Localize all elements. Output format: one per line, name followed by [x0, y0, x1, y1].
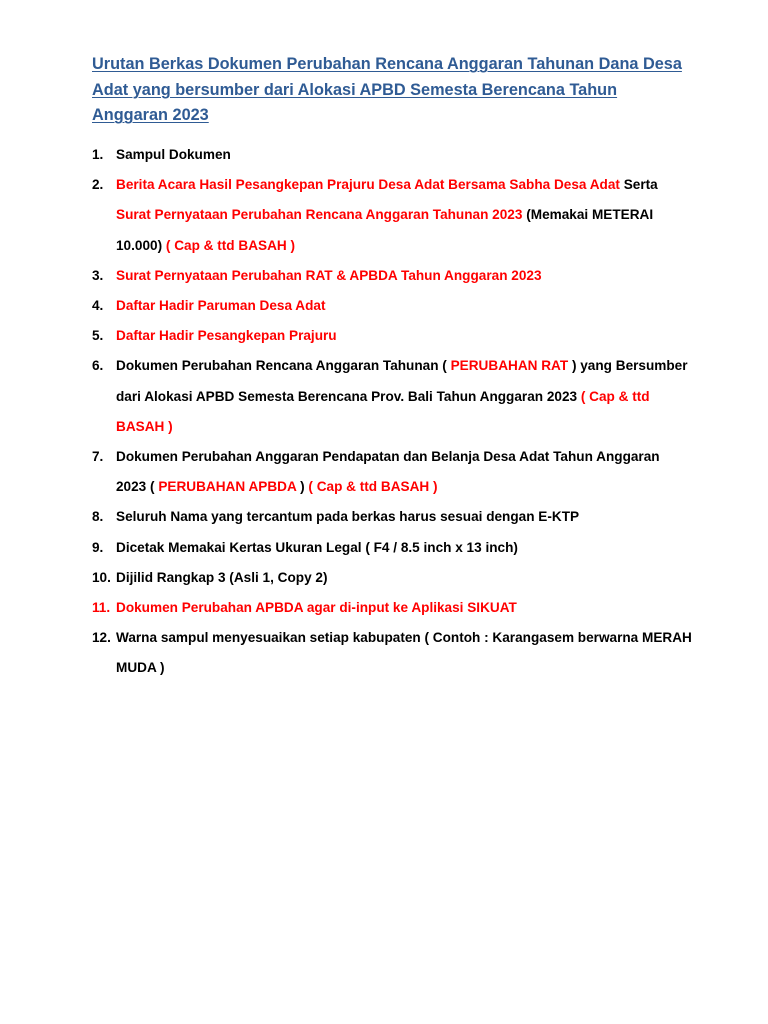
list-item-text: [116, 328, 337, 343]
list-item: [92, 351, 692, 442]
list-item-text: [116, 630, 692, 675]
list-item-text: [116, 570, 328, 585]
highlighted-text: Surat Pernyataan Perubahan Rencana Anggaran Tahunan 2023: [116, 207, 523, 223]
list-item-text: [116, 147, 231, 162]
body-text: ): [296, 479, 309, 495]
body-text: Dokumen Perubahan Rencana Anggaran Tahunan (: [116, 358, 451, 374]
highlighted-text: PERUBAHAN RAT: [450, 358, 569, 374]
list-item-number: 7.: [92, 449, 104, 465]
list-item-text: [116, 268, 542, 283]
highlighted-text: Daftar Hadir Paruman Desa Adat: [116, 298, 326, 314]
list-item-number: 4.: [92, 298, 104, 314]
list-item: [92, 261, 692, 291]
highlighted-text: ( Cap & ttd BASAH ): [165, 237, 296, 253]
highlighted-text: Dokumen Perubahan APBDA agar di-input ke Aplikasi SIKUAT: [116, 600, 517, 616]
list-item-text: [116, 298, 326, 313]
list-item: [92, 140, 692, 170]
list-item: [92, 533, 692, 563]
list-item-number: 9.: [92, 539, 104, 555]
list-item: [92, 291, 692, 321]
list-item-text: [116, 509, 579, 524]
list-item-text: [116, 177, 658, 252]
highlighted-text: PERUBAHAN APBDA: [158, 479, 297, 495]
highlighted-text: Daftar Hadir Pesangkepan Prajuru: [116, 328, 337, 344]
list-item-number: 5.: [92, 328, 104, 344]
list-item-number: 6.: [92, 358, 104, 374]
highlighted-text: Berita Acara Hasil Pesangkepan Prajuru Desa Adat Bersama Sabha Desa Adat: [116, 177, 620, 193]
list-item: [92, 442, 692, 502]
body-text: ) yang Bersumber dari Alokasi APBD Semesta Berencana Prov. Bali Tahun Anggaran 2023: [116, 358, 688, 404]
body-text: Serta: [619, 177, 658, 193]
list-item: [92, 502, 692, 532]
list-item-number: 3.: [92, 267, 104, 283]
list-item: [92, 563, 692, 593]
list-item-text: [116, 358, 688, 433]
highlighted-text: ( Cap & ttd BASAH ): [116, 388, 650, 434]
list-item-number: 10.: [92, 569, 111, 585]
list-item-number: 12.: [92, 630, 111, 646]
list-item-text: [116, 540, 518, 555]
highlighted-text: Surat Pernyataan Perubahan RAT & APBDA Tahun Anggaran 2023: [116, 267, 542, 283]
body-text: Warna sampul menyesuaikan setiap kabupaten ( Contoh : Karangasem berwarna MERAH MUDA ): [116, 630, 692, 676]
list-item-number: 8.: [92, 509, 104, 525]
list-item: [92, 623, 692, 683]
body-text: (Memakai METERAI 10.000): [116, 207, 654, 253]
body-text: Sampul Dokumen: [116, 147, 231, 162]
body-text: Dijilid Rangkap 3 (Asli 1, Copy 2): [116, 569, 328, 585]
list-item: [92, 321, 692, 351]
list-item-number: 11.: [92, 600, 111, 616]
highlighted-text: ( Cap & ttd BASAH ): [308, 479, 438, 495]
list-item-number: 1.: [92, 147, 104, 162]
list-item-text: [116, 600, 517, 615]
list-item-number: 2.: [92, 177, 104, 193]
list-item-text: [116, 449, 660, 494]
body-text: Dicetak Memakai Kertas Ukuran Legal ( F4 / 8.5 inch x 13 inch): [116, 539, 518, 555]
body-text: Dokumen Perubahan Anggaran Pendapatan dan Belanja Desa Adat Tahun Anggaran 2023 (: [116, 449, 660, 495]
list-item: [92, 593, 692, 623]
list-item: [92, 170, 692, 261]
document-title: Urutan Berkas Dokumen Perubahan Rencana Anggaran Tahunan Dana Desa Adat yang bersumber dari Alokasi APBD Semesta Berencana Tahun Anggaran 2023: [92, 55, 682, 124]
requirements-list: [92, 140, 692, 684]
body-text: Seluruh Nama yang tercantum pada berkas harus sesuai dengan E-KTP: [116, 509, 580, 525]
